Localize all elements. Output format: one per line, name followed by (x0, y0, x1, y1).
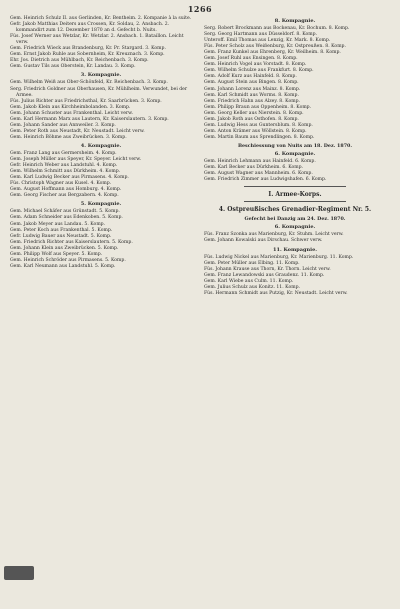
roster-entry: Gem. Josef Ruhl aus Ensingen. 8. Komp. (204, 56, 298, 62)
roster-entry: Gem. Karl Wiebe aus Culm. 11. Komp. (204, 278, 294, 284)
roster-entry: Unteroff. Emil Thomas aus Lenzig, Kr. Mark. 8. Komp. (204, 38, 331, 44)
roster-entry: Gem. Heinrich Schulz II. aus Gerlinden, Kr. Bentheim. 2. Kompanie à la suite. (10, 16, 192, 21)
roster-entry: Gem. Ernst Jakob Ruhle aus Sobernheim, Kr. Kreuznach. 3. Komp. (10, 52, 165, 58)
roster-entry: Gem. Julius Schulz aus Konitz. 11. Komp. (204, 284, 300, 290)
roster-entry: Gem. Georg Fischer aus Bergzabern. 4. Komp. (10, 193, 119, 199)
roster-entry: Gem. Johann Kowalski aus Dirschau. Schwer verw. (204, 238, 323, 244)
roster-entry: Gem. Heinrich Lehmann aus Hainfeld. 6. Komp. (204, 159, 316, 165)
section-heading: 6. Kompagnie. (274, 150, 316, 157)
roster-entry: Gem. Georg Keller aus Nierstein. 8. Komp. (204, 110, 304, 116)
divider (244, 201, 346, 202)
roster-entry: Ehr. Jos. Dietrich aus Mühlbach, Kr. Reichenbach. 3. Komp. (10, 58, 149, 64)
roster-entry: Gem. Wilhelm Schulze aus Frankfurt. 8. Komp. (204, 68, 314, 74)
roster-entry: Gem. Peter Müller aus Elbing. 11. Komp. (204, 260, 300, 266)
roster-entry: Gem. Friedrich Hahn aus Alzey. 8. Komp. (204, 98, 300, 104)
roster-entry: Gem. Michael Schäfer aus Grünstadt. 5. Komp. (10, 209, 120, 215)
roster-entry: Gem. Karl Schmidt aus Worms. 8. Komp. (204, 92, 299, 98)
section-heading: 11. Kompagnie. (273, 246, 317, 253)
roster-entry: Gefr. Ludwig Bauer aus Neustadt. 5. Komp. (10, 233, 112, 239)
roster-entry: Gem. Jakob Klein aus Kirchheimbolanden. 3. Komp. (10, 104, 131, 110)
roster-entry: Gem. Peter Koch aus Frankenthal. 5. Komp. (10, 227, 113, 233)
roster-entry: Gem. Adam Schneider aus Edenkoben. 5. Komp. (10, 215, 123, 221)
roster-entry: Gem. Gustav Tils aus Oberstein, Kr. Landau. 3. Komp. (10, 64, 136, 70)
section-heading: 3. Kompagnie. (80, 72, 122, 79)
roster-entry: Gem. Karl Hermann Marx aus Lautern, Kr. Kaiserslautern. 3. Komp. (10, 116, 169, 122)
roster-entry: Gem. Jakob Meyer aus Landau. 5. Komp. (10, 221, 106, 227)
roster-entry: Gem. Johann Sander aus Annweiler. 3. Komp. (10, 122, 116, 128)
roster-entry: Serg. Friedrich Goldner aus Oberhausen, Kr. Mühlheim. Verwundet, bei der Armee. (10, 86, 188, 98)
roster-entry: Gem. Friedrich Wieck aus Brandenburg, Kr. Pr. Stargard. 3. Komp. (10, 46, 166, 52)
section-heading: Beschiessung von Nuits am 18. Dez. 1870. (237, 142, 353, 149)
section-heading: 6. Kompagnie. (274, 224, 316, 231)
roster-entry: Gem. Heinrich Schröder aus Pirmasens. 5. Komp. (10, 257, 126, 263)
roster-entry: Gem. August Wagner aus Mannheim. 6. Komp. (204, 171, 313, 177)
roster-entry: Füs. Peter Scholz aus Weißenburg, Kr. Ostpreußen. 8. Komp. (204, 44, 346, 50)
roster-entry: Gem. Heinrich Vogel aus Vorstadt. 8. Komp. (204, 62, 307, 68)
roster-entry: Serg. Georg Hartmann aus Düsseldorf. 8. Komp. (204, 32, 318, 38)
roster-entry: Gem. Franz Lang aus Germersheim. 4. Komp. (10, 150, 117, 156)
roster-entry: Gem. Philipp Wolf aus Speyer. 5. Komp. (10, 251, 103, 257)
roster-entry: Gem. Karl Neumann aus Landstuhl. 5. Komp. (10, 263, 116, 269)
roster-entry: Gem. Jakob Roth aus Osthofen. 8. Komp. (204, 116, 299, 122)
left-column (10, 16, 192, 270)
section-heading: 4. Ostpreußisches Grenadier-Regiment Nr. 5. (218, 206, 372, 214)
roster-entry: Gem. Johann Klein aus Zweibrücken. 5. Komp. (10, 245, 119, 251)
roster-entry: Gem. Anton Krämer aus Wöllstein. 8. Komp. (204, 128, 307, 134)
right-column (204, 16, 386, 297)
roster-entry: Serg. Robert Brockmann aus Bockenau, Kr. Bochum. 8. Komp. (204, 26, 350, 32)
roster-entry: Gem. Wilhelm Schmitt aus Dürkheim. 4. Komp. (10, 169, 121, 175)
section-heading: Gefecht bei Danzig am 24. Dez. 1870. (244, 216, 346, 223)
roster-entry: Gem. August Stein aus Bingen. 8. Komp. (204, 80, 299, 86)
section-heading: I. Armee-Korps. (268, 191, 322, 199)
roster-entry: Gem. Joseph Müller aus Speyer, Kr. Speyer. Leicht verw. (10, 157, 142, 163)
section-heading: 8. Kompagnie. (274, 18, 316, 24)
roster-entry: Gem. Johann Schuster aus Frankenthal. Leicht verw. (10, 110, 133, 116)
roster-entry: Gem. Peter Roth aus Neustadt, Kr. Neustadt. Leicht verw. (10, 128, 145, 134)
roster-entry: Gem. Johann Lorenz aus Mainz. 8. Komp. (204, 86, 301, 92)
roster-entry: Füs. Christoph Wagner aus Kusel. 4. Komp. (10, 181, 112, 187)
roster-entry: Gem. Friedrich Zimmer aus Ludwigshafen. 6. Komp. (204, 177, 327, 183)
roster-entry: Gefr. Heinrich Weber aus Landstuhl. 4. Komp. (10, 163, 118, 169)
roster-entry: Gem. Adolf Kurz aus Hainfeld. 8. Komp. (204, 74, 297, 80)
roster-entry: Gem. Wilhelm Weiß aus Ober-Schönfeld, Kr. Reichenbach. 3. Komp. (10, 80, 168, 86)
page-number: 1266 (187, 4, 213, 14)
roster-entry: Gem. Franz Lewandowski aus Graudenz. 11. Komp. (204, 272, 325, 278)
divider (244, 186, 346, 187)
roster-entry: Füs. Josef Werner aus Wetzlar, Kr. Wetzlar. 2. Ansbach. 1. Bataillon. Leicht verw. (10, 34, 184, 46)
library-logo (4, 566, 34, 580)
roster-entry: Füs. Johann Krause aus Thorn, Kr. Thorn. Leicht verw. (204, 266, 331, 272)
roster-entry: Gem. Philipp Braun aus Oppenheim. 8. Komp. (204, 104, 312, 110)
roster-entry: Füs. Hermann Schmidt aus Putzig, Kr. Neustadt. Leicht verw. (204, 290, 348, 296)
roster-entry: Gem. Heinrich Böhme aus Zweibrücken. 3. Komp. (10, 134, 127, 140)
roster-entry: Gem. Friedrich Richter aus Kaiserslautern. 5. Komp. (10, 239, 133, 245)
roster-entry: Füs. Julius Richter aus Friedrichsthal, Kr. Saarbrücken. 3. Komp. (10, 98, 162, 104)
section-heading: 5. Kompagnie. (80, 201, 122, 208)
section-heading: 4. Kompagnie. (80, 142, 122, 149)
roster-entry: Füs. Franz Szonka aus Marienburg, Kr. Stuhm. Leicht verw. (204, 232, 344, 238)
roster-entry: Gem. Franz Kunkel aus Ehrenberg, Kr. Weilheim. 8. Komp. (204, 50, 341, 56)
roster-entry: Gem. Ludwig Hess aus Guntersblum. 8. Komp. (204, 122, 313, 128)
roster-entry: Gem. Martin Baum aus Sprendlingen. 8. Komp. (204, 134, 315, 140)
roster-entry: Gem. August Hoffmann aus Homburg. 4. Komp. (10, 187, 122, 193)
roster-entry: Gem. Karl Becker aus Dürkheim. 6. Komp. (204, 165, 304, 171)
roster-entry: Gefr. Jakob Matthias Deiters aus Crossen, Kr. Soldau, 2. Ansbach. 2. kommandirt zum 12. Dezember 1870 an d. Gefecht b. Nuits. (10, 22, 170, 34)
roster-entry: Gem. Karl Ludwig Becker aus Pirmasens. 4. Komp. (10, 175, 129, 181)
roster-entry: Füs. Ludwig Nickel aus Marienburg, Kr. Marienburg. 11. Komp. (204, 254, 354, 260)
